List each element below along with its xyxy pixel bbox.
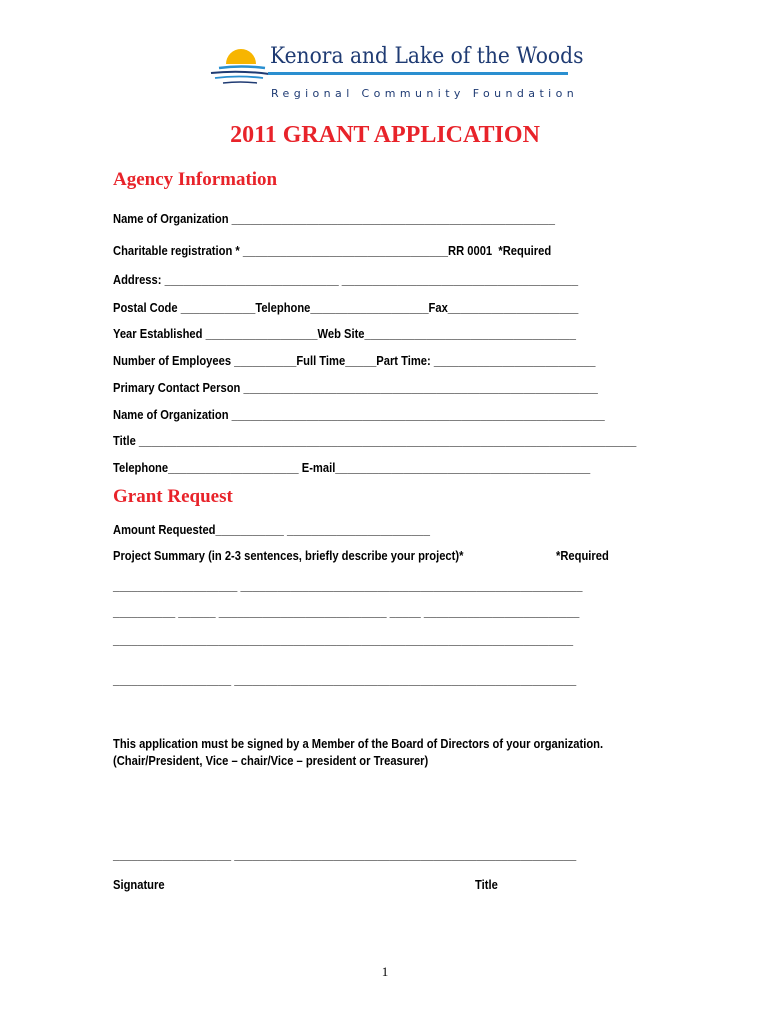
summary-line[interactable]: ____________________ _______________________________________________________	[113, 578, 583, 593]
field-telephone-email[interactable]: Telephone_____________________ E-mail_________________________________________	[113, 460, 591, 475]
field-charitable-registration[interactable]: Charitable registration * _________________________________RR 0001 *Required	[113, 243, 552, 258]
field-year-website[interactable]: Year Established __________________Web Site__________________________________	[113, 326, 576, 341]
grant-heading: Grant Request	[113, 486, 233, 507]
summary-line[interactable]: __________________________________________________________________________	[113, 632, 574, 647]
agency-heading: Agency Information	[113, 169, 278, 190]
field-contact-organization[interactable]: Name of Organization ____________________________________________________________	[113, 407, 605, 422]
project-summary-label: Project Summary (in 2-3 sentences, briefly describe your project)*	[113, 548, 464, 563]
signature-line[interactable]: ___________________ _______________________________________________________	[113, 847, 577, 862]
summary-line[interactable]: __________ ______ ___________________________ _____ _________________________	[113, 604, 580, 619]
field-primary-contact[interactable]: Primary Contact Person _________________________________________________________	[113, 380, 598, 395]
logo-underline	[268, 72, 568, 75]
project-summary-required: *Required	[556, 548, 609, 563]
logo-name: Kenora and Lake of the Woods	[270, 44, 584, 69]
field-address[interactable]: Address: ____________________________ ______________________________________	[113, 272, 579, 287]
page-title: 2011 GRANT APPLICATION	[230, 122, 540, 148]
field-organization-name[interactable]: Name of Organization ____________________________________________________	[113, 211, 555, 226]
title-label: Title	[475, 877, 498, 892]
field-title[interactable]: Title ________________________________________________________________________________	[113, 433, 637, 448]
field-employees[interactable]: Number of Employees __________Full Time_____Part Time: __________________________	[113, 353, 596, 368]
signature-note-line2: (Chair/President, Vice – chair/Vice – president or Treasurer)	[113, 753, 429, 768]
signature-note-line1: This application must be signed by a Member of the Board of Directors of your organization.	[113, 736, 604, 751]
logo-subtitle: Regional Community Foundation	[271, 87, 579, 100]
field-postal-phone-fax[interactable]: Postal Code ____________Telephone___________________Fax_____________________	[113, 300, 579, 315]
summary-line[interactable]: ___________________ _______________________________________________________	[113, 672, 577, 687]
field-amount-requested[interactable]: Amount Requested___________ _______________________	[113, 522, 431, 537]
signature-label: Signature	[113, 877, 165, 892]
sun-over-water-logo-icon	[205, 40, 275, 95]
page-number: 1	[381, 964, 389, 979]
